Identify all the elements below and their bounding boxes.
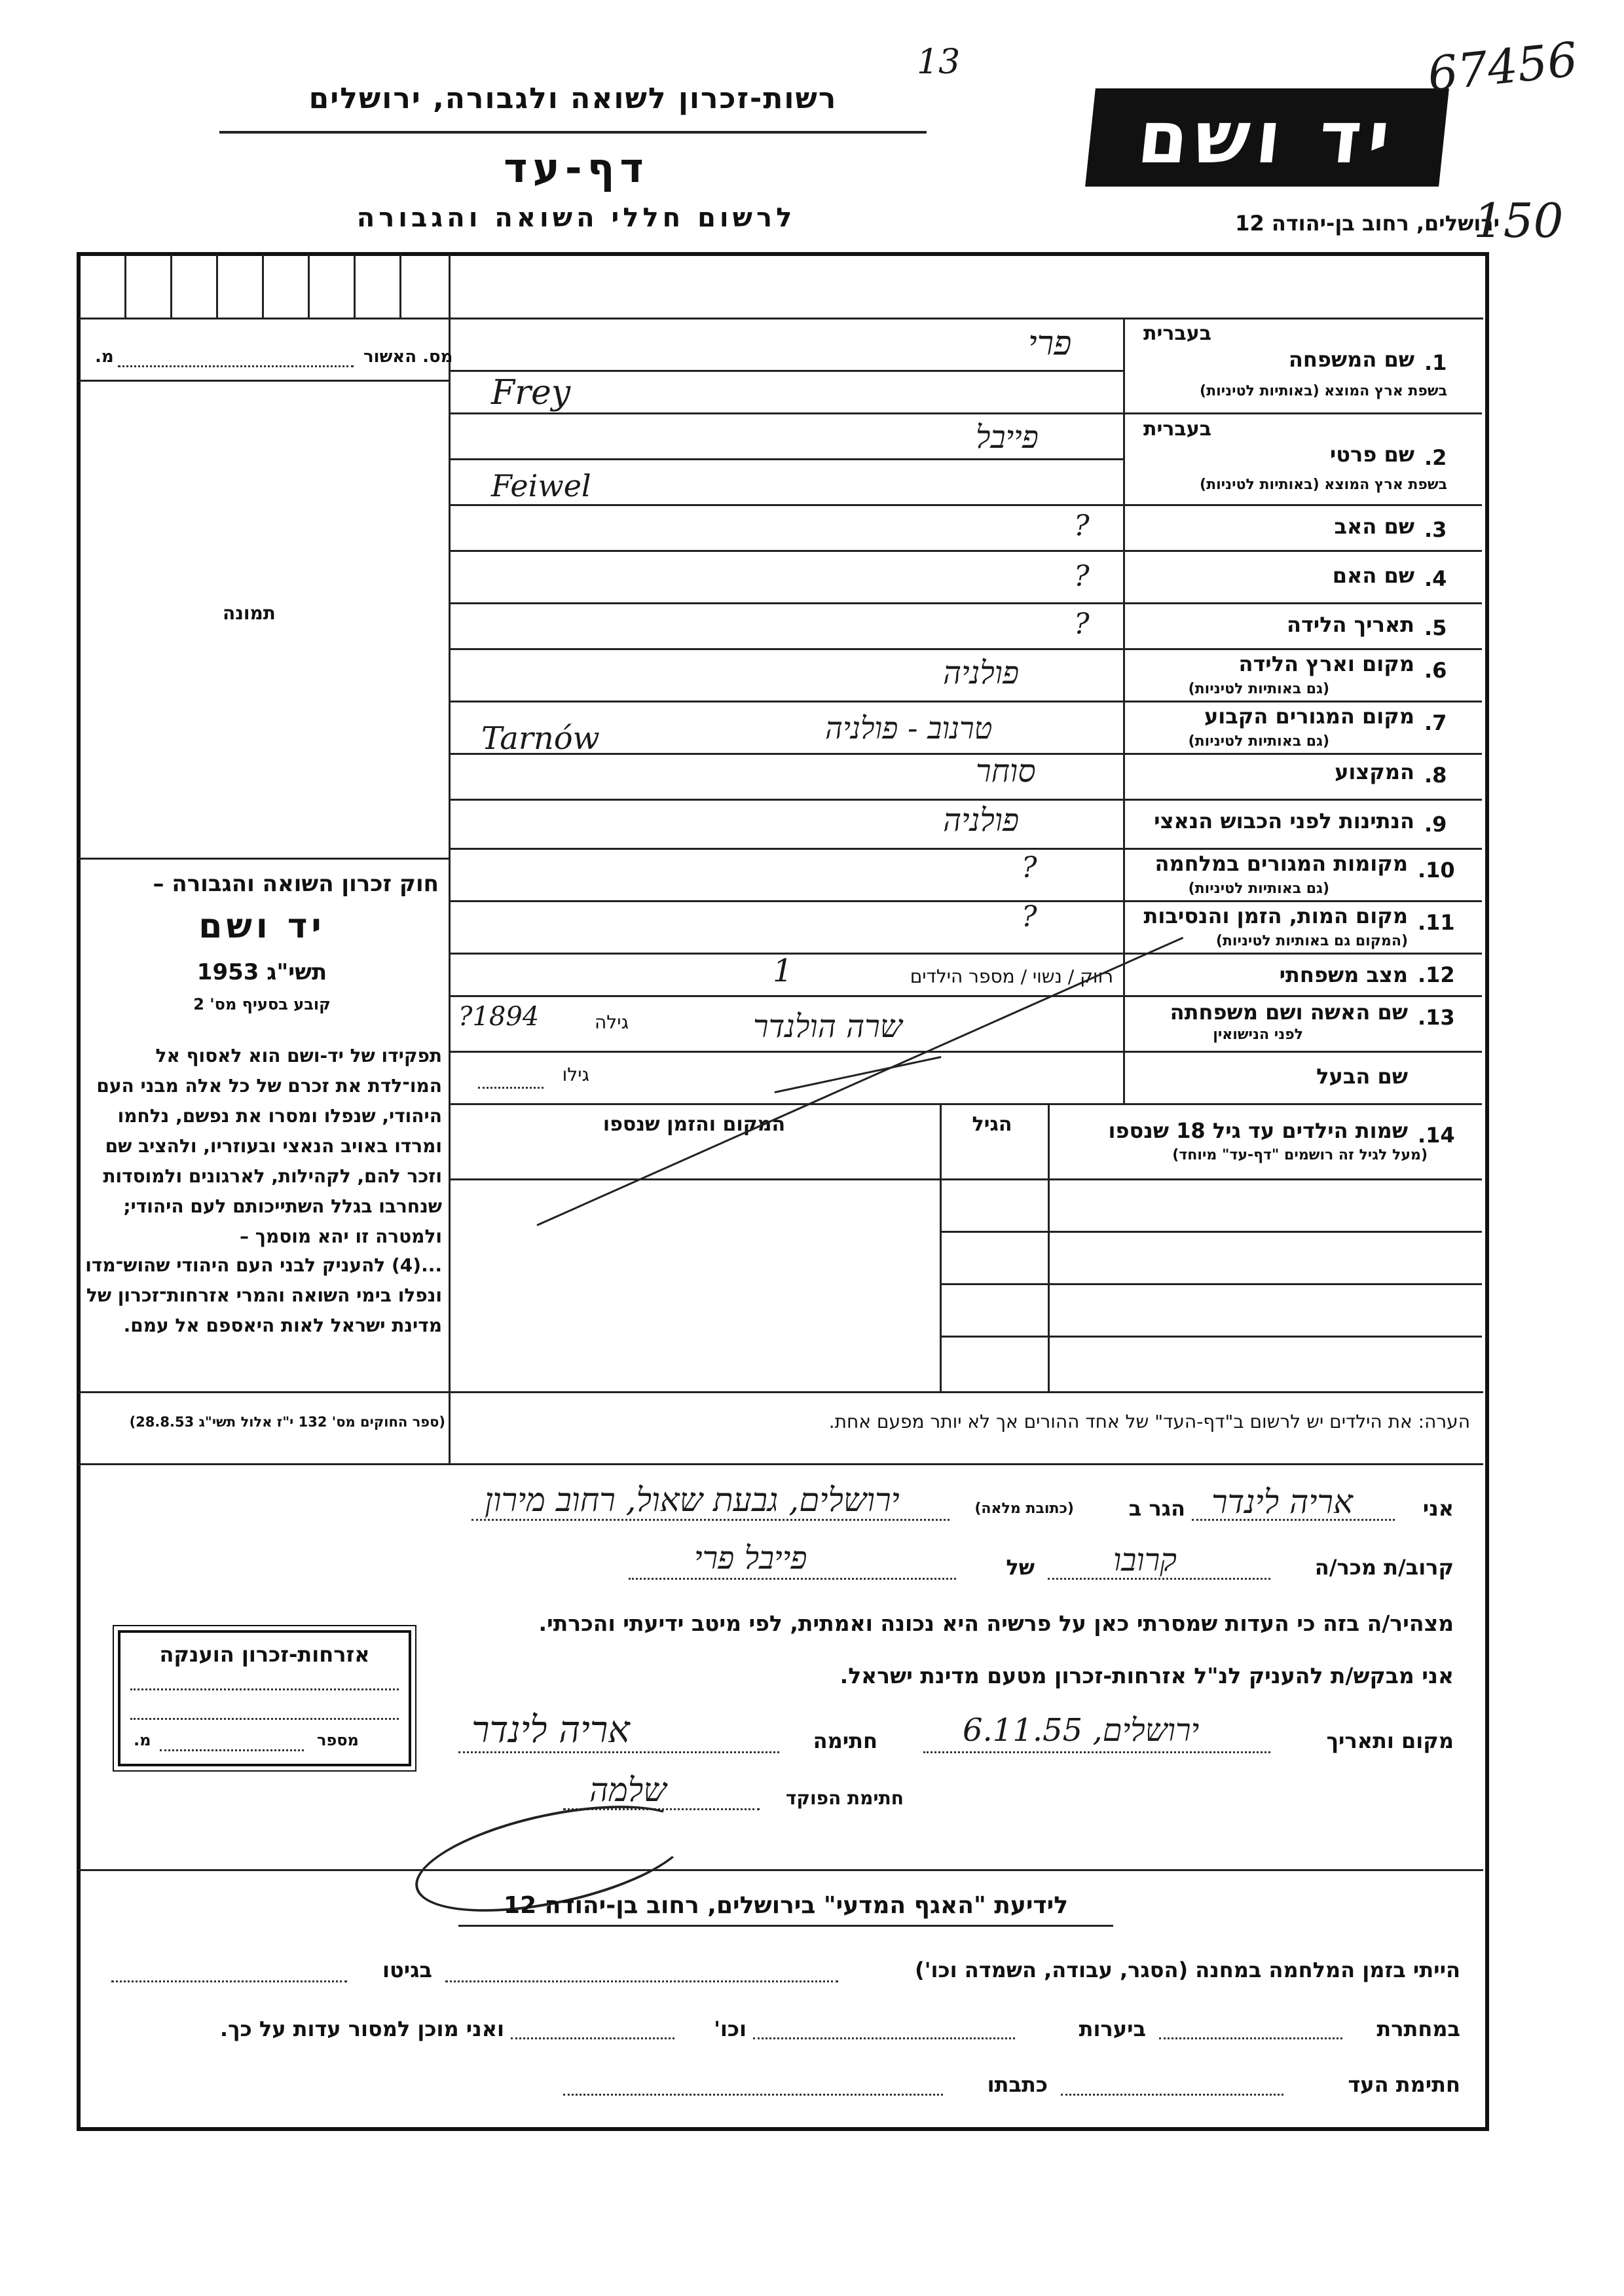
field-5-label: תאריך הלידה bbox=[1286, 612, 1414, 637]
citizenship-box bbox=[118, 1630, 411, 1766]
footer-address-line bbox=[563, 2094, 943, 2096]
field-8-label: המקצוע bbox=[1335, 759, 1414, 784]
box-divider bbox=[170, 254, 172, 318]
footer-ghetto-label: בגיטו bbox=[382, 1958, 432, 1982]
decl-name[interactable]: אריה לינדר bbox=[1211, 1483, 1353, 1521]
field-6-sub: (גם באותיות לטיניות) bbox=[1188, 681, 1329, 697]
husband-age-label: גילו bbox=[562, 1064, 589, 1085]
footer-etc-line bbox=[511, 2037, 674, 2039]
corner-mark: 13 bbox=[917, 43, 961, 82]
field-9-number: 9. bbox=[1424, 812, 1447, 837]
field-4-label: שם האם bbox=[1332, 563, 1414, 588]
confirmation-row-bottom bbox=[79, 380, 449, 382]
decl-place-date[interactable]: ירושלים, 6.11.55 bbox=[963, 1712, 1200, 1749]
field-2-value-latin[interactable]: Feiwel bbox=[491, 468, 591, 503]
row-husband-bottom bbox=[451, 1103, 1482, 1105]
confirmation-line bbox=[118, 365, 354, 367]
archive-number: 67456 bbox=[1425, 31, 1580, 102]
decl-signature-label: חתימה bbox=[813, 1728, 877, 1753]
box-divider bbox=[124, 254, 126, 318]
field-7-label: מקום המגורים הקבוע bbox=[1204, 704, 1414, 729]
law-text-1: תפקידו של יד-ושם הוא לאסוף אל המו־לדת את זכרם של כל אלה מבני העם היהודי, שנפלו ומסרו את נפשם, נלחמו ומרדו באויב הנאצי ובעוזריו, ולהציב שם וזכר להם, לקהילות, לארגונים ולמוסדות שנחרבו בגלל השתייכותם לעם היהודי; ולמטרה זו יהא מוסמך – bbox=[96, 1045, 442, 1247]
row-11-bottom bbox=[451, 953, 1482, 955]
row-1-bottom bbox=[451, 412, 1482, 414]
footer-title: לידיעת "האגף המדעי" בירושלים, רחוב בן-יהודה 12 bbox=[504, 1892, 1068, 1919]
field-13-age-label: גילה bbox=[594, 1011, 629, 1033]
footer-ghetto-line bbox=[111, 1980, 347, 1982]
children-row-3 bbox=[940, 1336, 1482, 1338]
field-4-number: 4. bbox=[1424, 566, 1447, 591]
row-2-split bbox=[451, 458, 1123, 460]
children-col-age: הגיל bbox=[972, 1113, 1012, 1136]
decl-resides-label: הגר ב bbox=[1128, 1496, 1185, 1521]
footer-camp-line bbox=[445, 1980, 838, 1982]
field-2-hebrew-tag: בעברית bbox=[1143, 418, 1211, 441]
citizenship-line-2 bbox=[130, 1718, 399, 1720]
box-divider bbox=[399, 254, 401, 318]
field-7-number: 7. bbox=[1424, 710, 1447, 735]
field-6-label: מקום וארץ הלידה bbox=[1238, 651, 1414, 676]
field-13-number: 13. bbox=[1418, 1005, 1455, 1030]
yad-vashem-logo: יד ושם bbox=[1085, 88, 1449, 187]
field-12-number: 12. bbox=[1418, 962, 1455, 987]
field-4-value[interactable]: ? bbox=[1074, 560, 1090, 593]
field-2-number: 2. bbox=[1424, 445, 1447, 470]
row-13-bottom bbox=[451, 1051, 1482, 1053]
field-2-value-hebrew[interactable]: פייבל bbox=[976, 419, 1039, 456]
footer-underground-label: במחתרת bbox=[1376, 2016, 1460, 2041]
field-11-label: מקום המות, הזמן והנסיבות bbox=[1143, 903, 1408, 928]
decl-deceased[interactable]: פייבל פרי bbox=[694, 1540, 807, 1576]
children-col-place: המקום והזמן שנספו bbox=[602, 1113, 786, 1136]
field-12-label: מצב משפחתי bbox=[1279, 962, 1408, 987]
note-divider bbox=[449, 1391, 451, 1463]
field-10-label: מקומות המגורים במלחמה bbox=[1154, 851, 1408, 876]
field-1-sub: בשפת ארץ המוצא (באותיות לטיניות) bbox=[1200, 383, 1447, 399]
field-3-label: שם האב bbox=[1334, 514, 1414, 539]
top-box-row-bottom bbox=[79, 318, 1483, 319]
field-11-value[interactable]: ? bbox=[1022, 900, 1037, 934]
photo-box-bottom bbox=[79, 858, 449, 860]
archive-sub: 150 bbox=[1473, 193, 1564, 248]
field-5-value[interactable]: ? bbox=[1074, 608, 1090, 641]
field-1-value-latin[interactable]: Frey bbox=[491, 373, 571, 412]
row-1-split bbox=[451, 370, 1123, 372]
field-7-value-latin[interactable]: Tarnów bbox=[481, 720, 600, 757]
decl-signature[interactable]: אריה לינדר bbox=[471, 1709, 630, 1751]
children-row-2 bbox=[940, 1283, 1482, 1285]
field-3-value[interactable]: ? bbox=[1074, 509, 1090, 543]
field-8-value[interactable]: סוחר bbox=[976, 753, 1036, 790]
footer-etc-label: וכו' bbox=[714, 2016, 747, 2041]
children-sub: (מעל לגיל זה רושמים "דף-עד" מיוחד) bbox=[1172, 1147, 1428, 1163]
decl-official-sig-label: חתימת הפוקד bbox=[785, 1787, 904, 1809]
field-11-number: 11. bbox=[1418, 910, 1455, 935]
footer-underground-line bbox=[1159, 2037, 1342, 2039]
husband-age-line bbox=[478, 1087, 544, 1089]
field-6-value[interactable]: פולניה bbox=[943, 655, 1020, 691]
confirmation-suffix: מ. bbox=[95, 347, 114, 367]
footer-forests-label: ביערות bbox=[1079, 2016, 1146, 2041]
note-text: הערה: את הילדים יש לרשום ב"דף-העד" של אחד ההורים אך לא יותר מפעם אחת. bbox=[828, 1411, 1470, 1432]
decl-address[interactable]: ירושלים, גבעת שאול, רחוב מירון bbox=[485, 1481, 900, 1519]
row-9-bottom bbox=[451, 848, 1482, 850]
footer-forests-line bbox=[753, 2037, 1015, 2039]
box-divider bbox=[354, 254, 356, 318]
field-9-value[interactable]: פולניה bbox=[943, 802, 1020, 839]
row-6-bottom bbox=[451, 701, 1482, 702]
field-7-value[interactable]: טרנוב - פולניה bbox=[825, 710, 993, 746]
photo-label: תמונה bbox=[223, 602, 276, 624]
row-8-bottom bbox=[451, 799, 1482, 801]
row-10-bottom bbox=[451, 900, 1482, 902]
field-2-sub: בשפת ארץ המוצא (באותיות לטיניות) bbox=[1200, 477, 1447, 493]
field-9-label: הנתינות לפני הכבוש הנאצי bbox=[1154, 809, 1414, 833]
box-divider bbox=[216, 254, 218, 318]
field-13-age-value[interactable]: ?1894 bbox=[458, 1002, 540, 1032]
form-title: דף-עד bbox=[504, 144, 649, 192]
field-3-number: 3. bbox=[1424, 517, 1447, 542]
decl-i-label: אני bbox=[1422, 1496, 1454, 1521]
citizenship-number-label: מספר bbox=[317, 1731, 359, 1749]
decl-signature-line bbox=[458, 1751, 779, 1753]
field-1-number: 1. bbox=[1424, 350, 1447, 375]
law-reference: (ספר החוקים מס' 132 י"ז אלול תשי"ג 28.8.53) bbox=[129, 1414, 445, 1430]
org-underline bbox=[219, 131, 927, 134]
field-1-value-hebrew[interactable]: פרי bbox=[1028, 324, 1072, 363]
law-clause: קובע בסעיף מס' 2 bbox=[193, 995, 331, 1013]
citizenship-line-1 bbox=[130, 1688, 399, 1690]
field-13-label: שם האשה ושם משפחתה bbox=[1170, 1000, 1408, 1025]
law-reference-top bbox=[79, 1391, 1483, 1393]
decl-relation-line bbox=[1048, 1578, 1270, 1580]
form-subtitle: לרשום חללי השואה והגבורה bbox=[356, 203, 796, 233]
field-10-number: 10. bbox=[1418, 858, 1455, 883]
decl-address-hint: (כתובת מלאה) bbox=[974, 1501, 1074, 1517]
note-bottom bbox=[79, 1463, 1483, 1465]
decl-place-date-label: מקום ותאריך bbox=[1326, 1728, 1454, 1753]
field-13-value[interactable]: שרה הולנדר bbox=[753, 1008, 902, 1045]
field-12-value[interactable]: 1 bbox=[773, 953, 793, 989]
husband-label: שם הבעל bbox=[1316, 1064, 1408, 1089]
header-address: ירושלים, רחוב בן-יהודה 12 bbox=[1235, 211, 1500, 236]
decl-of-label: של bbox=[1006, 1555, 1035, 1580]
field-2-label: שם פרטי bbox=[1329, 442, 1414, 467]
label-column-divider bbox=[1123, 318, 1125, 1103]
footer-top bbox=[79, 1869, 1483, 1871]
footer-testimony-text: ואני מוכן למסור עדות על כך. bbox=[219, 2016, 504, 2041]
field-5-number: 5. bbox=[1424, 615, 1447, 640]
field-7-sub: (גם באותיות לטיניות) bbox=[1188, 733, 1329, 750]
citizenship-number-suffix: מ. bbox=[134, 1731, 151, 1749]
footer-title-underline bbox=[458, 1925, 1113, 1927]
left-panel-divider bbox=[449, 254, 451, 1410]
footer-line-1: הייתי בזמן המלחמה במחנה (הסגר, עבודה, השמדה וכו') bbox=[915, 1958, 1460, 1982]
children-col-2 bbox=[940, 1103, 942, 1391]
box-divider bbox=[262, 254, 264, 318]
decl-official-signature[interactable]: שלמה bbox=[589, 1771, 667, 1809]
children-row-1 bbox=[940, 1231, 1482, 1233]
row-12-bottom bbox=[451, 995, 1482, 997]
citizenship-number-line bbox=[160, 1749, 304, 1751]
decl-address-line bbox=[471, 1519, 950, 1521]
children-label: שמות הילדים עד גיל 18 שנספו bbox=[1108, 1118, 1408, 1143]
footer-witness-sig-line bbox=[1061, 2094, 1283, 2096]
org-name: רשות-זכרון לשואה ולגבורה, ירושלים bbox=[308, 82, 838, 115]
decl-name-line bbox=[1192, 1519, 1395, 1521]
field-6-number: 6. bbox=[1424, 658, 1447, 683]
confirmation-label: מס. האשור bbox=[363, 347, 453, 367]
row-5-bottom bbox=[451, 648, 1482, 650]
decl-deceased-line bbox=[629, 1578, 956, 1580]
law-text-2: ...(4) להעניק לבני העם היהודי שהוש־מדו ונפלו בימי השואה והמרי אזרחות־זכרון של מדינת ישראל לאות היאספם אל עמם. bbox=[85, 1254, 442, 1336]
decl-relative-label: קרוב/ת מכר/ה bbox=[1314, 1555, 1454, 1580]
decl-place-date-line bbox=[923, 1751, 1270, 1753]
law-title: חוק זכרון השואה והגבורה – bbox=[153, 871, 439, 897]
row-7-bottom bbox=[451, 753, 1482, 755]
decl-statement-2: אני מבקש/ת להעניק לנ"ל אזרחות-זכרון מטעם מדינת ישראל. bbox=[840, 1663, 1454, 1688]
field-1-label: שם המשפחה bbox=[1288, 347, 1414, 372]
field-10-value[interactable]: ? bbox=[1022, 851, 1037, 884]
field-12-options: רווק / נשוי / מספר הילדים bbox=[910, 966, 1113, 987]
field-8-number: 8. bbox=[1424, 763, 1447, 788]
children-number: 14. bbox=[1418, 1123, 1455, 1148]
field-1-hebrew-tag: בעברית bbox=[1143, 322, 1211, 345]
law-year: תשי"ג 1953 bbox=[196, 959, 327, 985]
field-11-sub: (המקום גם באותיות לטיניות) bbox=[1215, 933, 1408, 949]
law-name: יד ושם bbox=[198, 907, 325, 946]
box-divider bbox=[308, 254, 310, 318]
children-col-1 bbox=[1048, 1103, 1050, 1391]
footer-witness-sig-label: חתימת העד bbox=[1348, 2072, 1460, 2097]
row-2-bottom bbox=[451, 504, 1482, 506]
decl-statement-1: מצהיר/ה בזה כי העדות שמסרתי כאן על פרשיה היא נכונה ואמתית, לפי מיטב ידיעתי והכרתי. bbox=[538, 1611, 1454, 1636]
row-4-bottom bbox=[451, 602, 1482, 604]
decl-relation[interactable]: קרובו bbox=[1113, 1542, 1177, 1578]
citizenship-title: אזרחות-זכרון הוענקה bbox=[159, 1642, 370, 1667]
field-13-sub: לפני הנישואין bbox=[1213, 1027, 1303, 1043]
row-3-bottom bbox=[451, 550, 1482, 552]
children-header-bottom bbox=[451, 1178, 1482, 1180]
footer-address-label: כתבתו bbox=[987, 2072, 1048, 2097]
field-10-sub: (גם באותיות לטיניות) bbox=[1188, 881, 1329, 897]
